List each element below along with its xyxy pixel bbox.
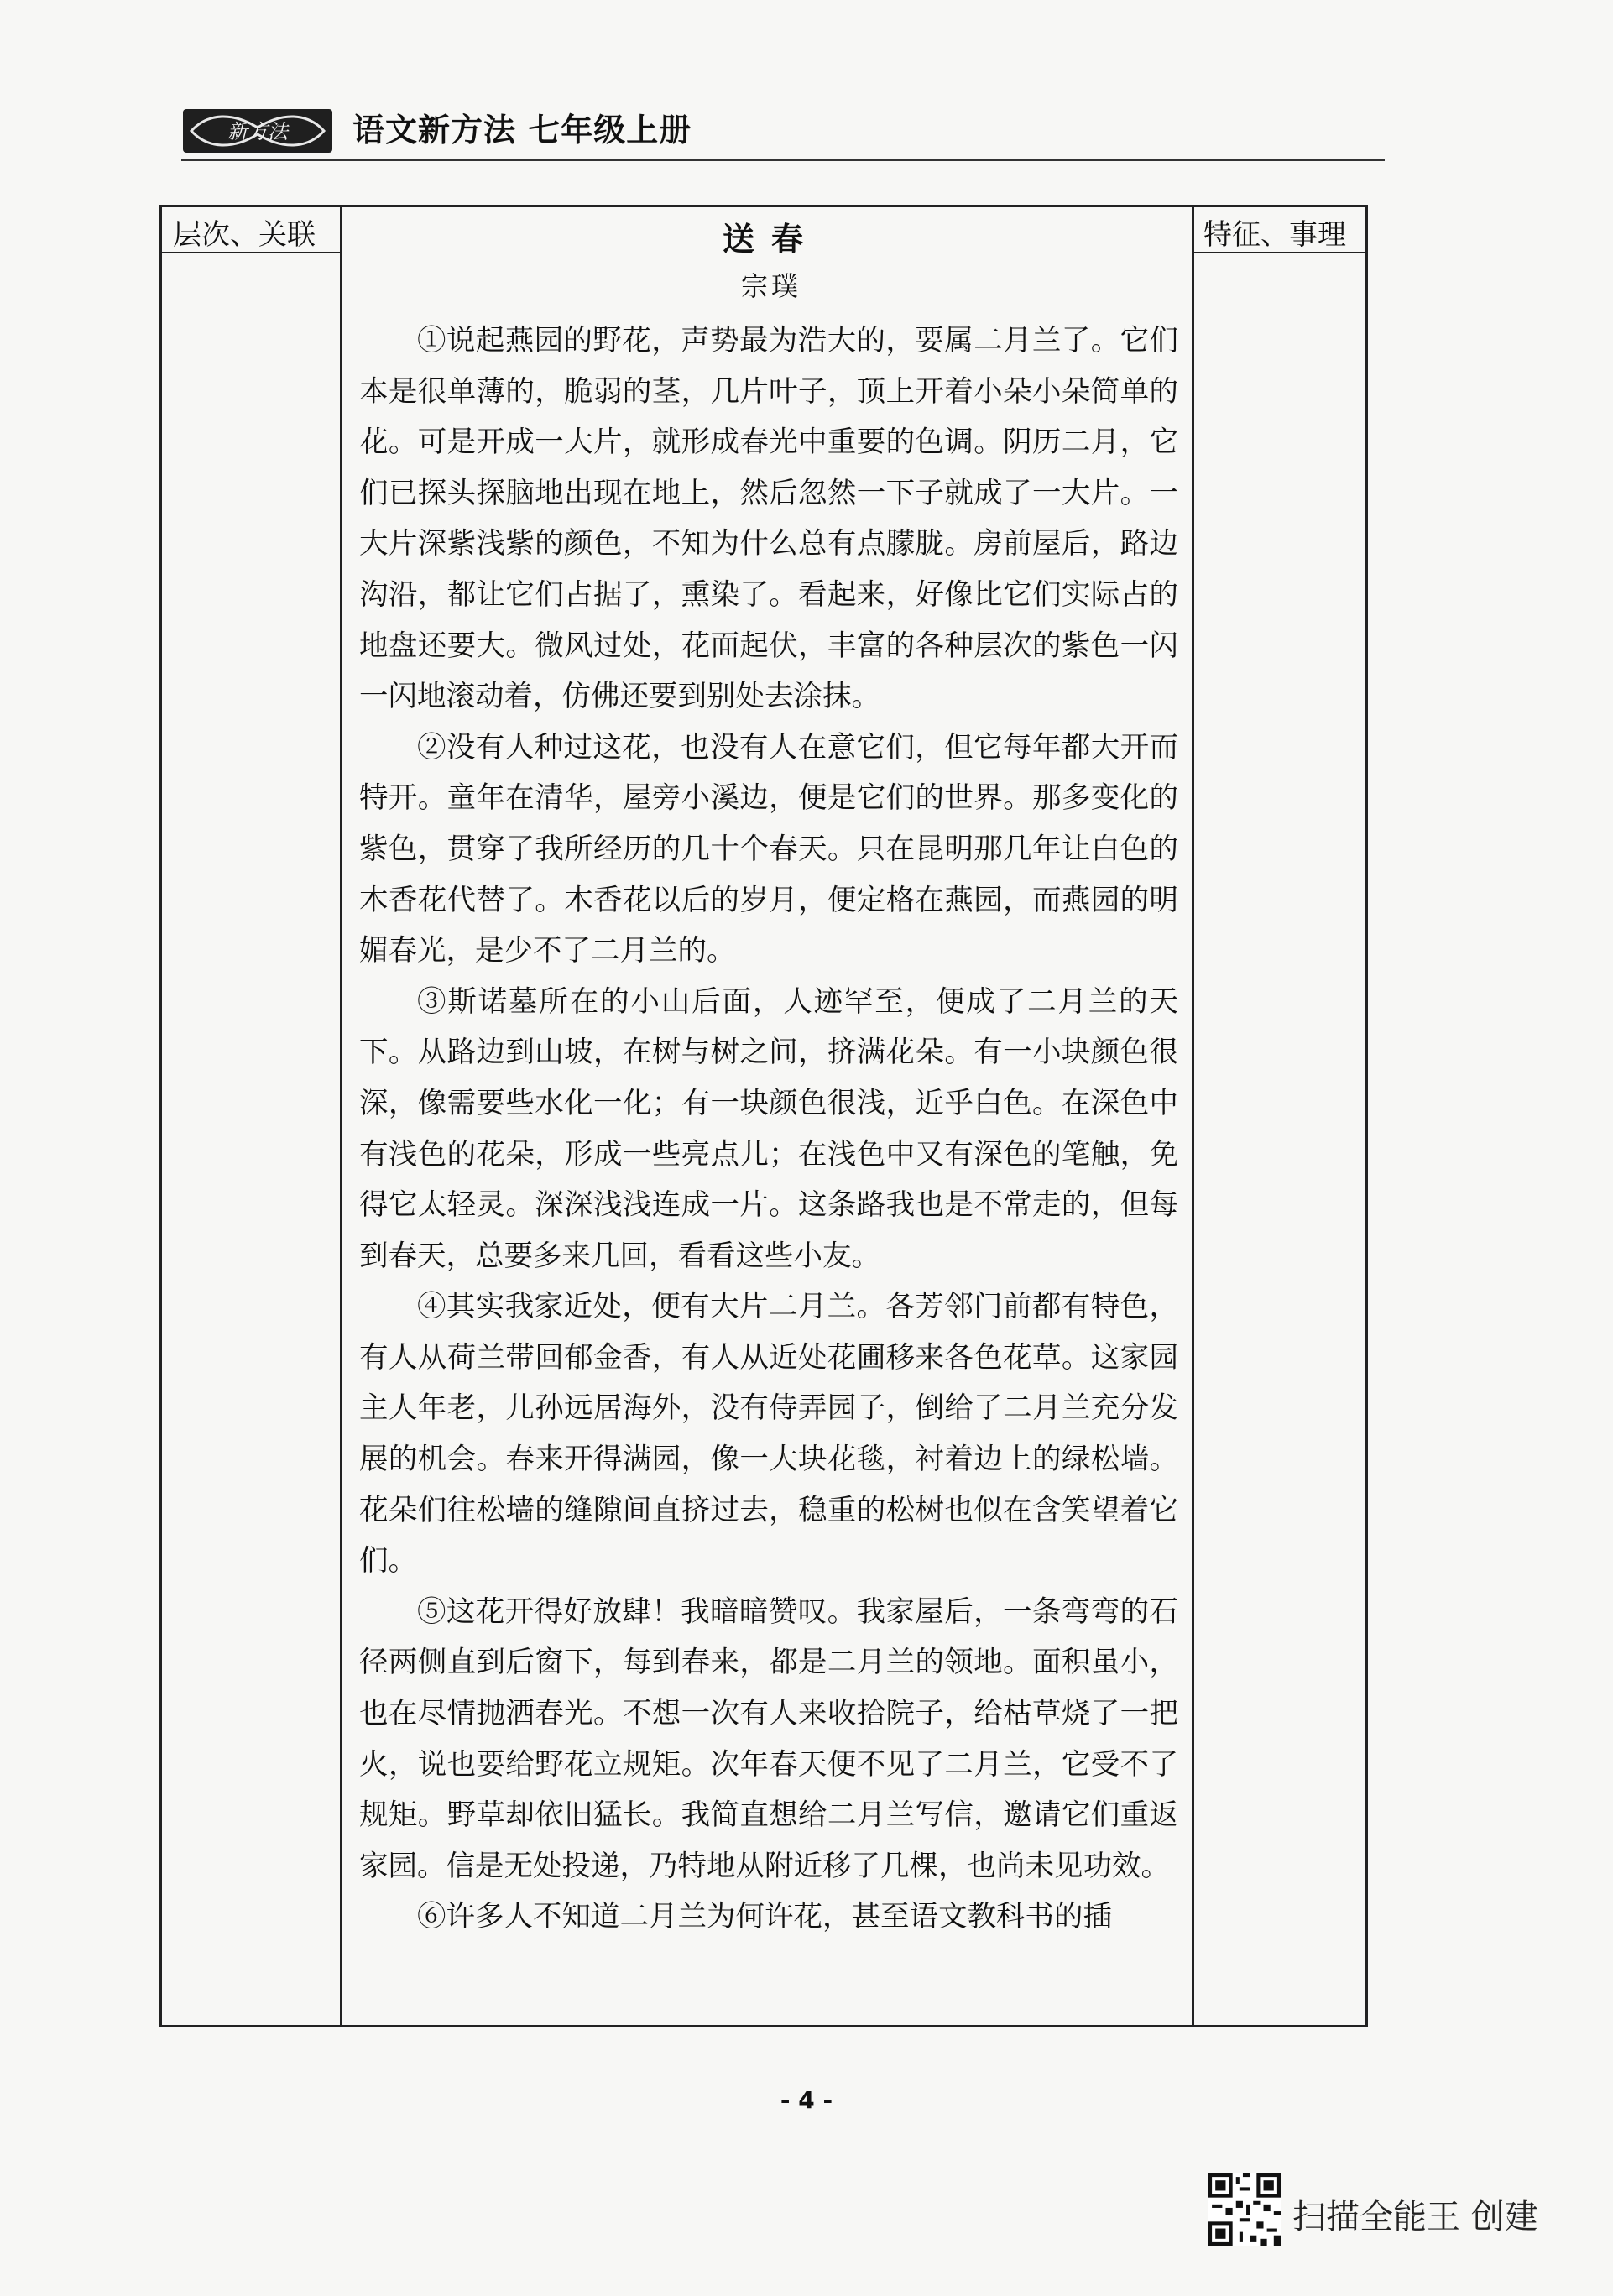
page-number: - 4 - [780,2086,833,2114]
paragraph-2: ②没有人种过这花，也没有人在意它们，但它每年都大开而特开。童年在清华，屋旁小溪边，便是它们的世界。那多变化的紫色，贯穿了我所经历的几十个春天。只在昆明那几年让白色的木香花代替了。木香花以后的岁月，便定格在燕园，而燕园的明媚春光，是少不了二月兰的。 [359,730,1178,968]
qr-code-icon [1208,2173,1281,2246]
left-column-divider [340,205,342,2027]
right-column-header: 特征、事理 [1203,218,1346,252]
header-logo [183,109,332,153]
paragraph-3: ③斯诺墓所在的小山后面，人迹罕至，便成了二月兰的天下。从路边到山坡，在树与树之间，挤满花朵。有一小块颜色很深，像需要些水化一化；有一块颜色很浅，近乎白色。在深色中有浅色的花朵，形成一些亮点儿；在浅色中又有深色的笔触，免得它太轻灵。深深浅浅连成一片。这条路我也是不常走的，但每到春天，总要多来几回，看看这些小友。 [359,984,1178,1273]
article-body [359,316,1178,1943]
right-column-divider [1192,205,1194,2027]
paragraph-5: ⑤这花开得好放肆！我暗暗赞叹。我家屋后，一条弯弯的石径两侧直到后窗下，每到春来，都是二月兰的领地。面积虽小，也在尽情抛洒春光。不想一次有人来收拾院子，给枯草烧了一把火，说也要给野花立规矩。次年春天便不见了二月兰，它受不了规矩。野草却依旧猛长。我简直想给二月兰写信，邀请它们重返家园。信是无处投递，乃特地从附近移了几棵，也尚未见功效。 [359,1594,1178,1883]
scanner-watermark [1208,2173,1561,2249]
watermark-text: 扫描全能王 创建 [1292,2198,1538,2236]
logo-text: 新方法 [227,120,288,144]
article-title: 送春 [722,221,820,258]
paragraph-6: ⑥许多人不知道二月兰为何许花，甚至语文教科书的插 [417,1900,1112,1934]
paragraph-4: ④其实我家近处，便有大片二月兰。各芳邻门前都有特色，有人从荷兰带回郁金香，有人从近处花圃移来各色花草。这家园主人年老，儿孙远居海外，没有侍弄园子，倒给了二月兰充分发展的机会。春来开得满园，像一大块花毯，衬着边上的绿松墙。花朵们往松墙的缝隙间直挤过去，稳重的松树也似在含笑望着它们。 [359,1290,1178,1578]
paragraph-1: ①说起燕园的野花，声势最为浩大的，要属二月兰了。它们本是很单薄的，脆弱的茎，几片叶子，顶上开着小朵小朵简单的花。可是开成一大片，就形成春光中重要的色调。阴历二月，它们已探头探脑地出现在地上，然后忽然一下子就成了一大片。一大片深紫浅紫的颜色，不知为什么总有点朦胧。房前屋后，路边沟沿，都让它们占据了，熏染了。看起来，好像比它们实际占的地盘还要大。微风过处，花面起伏，丰富的各种层次的紫色一闪一闪地滚动着，仿佛还要到别处去涂抹。 [359,324,1178,714]
article-author: 宗璞 [740,270,801,302]
left-column-header: 层次、关联 [173,218,316,252]
header-divider [181,159,1385,161]
header-title: 语文新方法 七年级上册 [352,112,692,149]
